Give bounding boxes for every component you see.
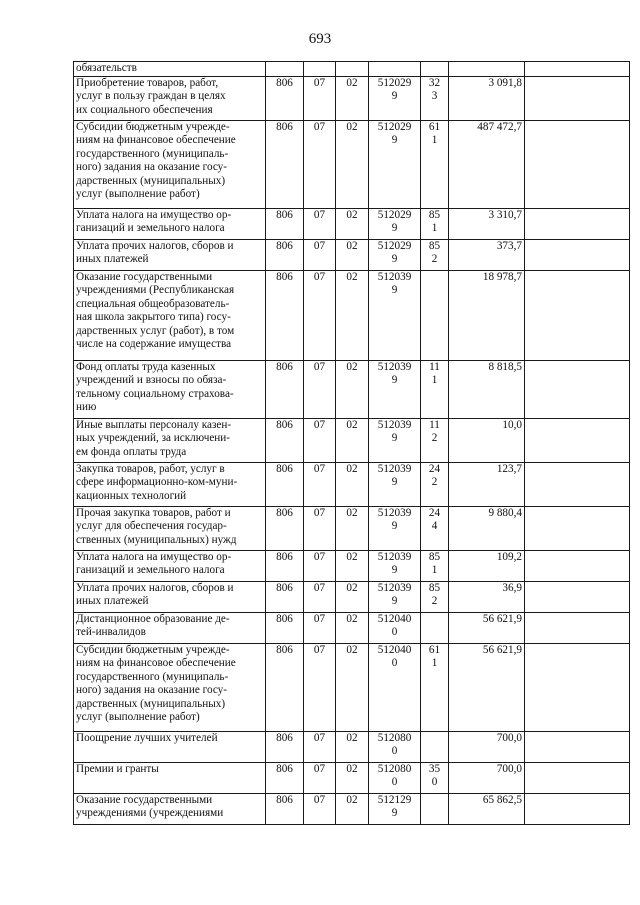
row-type: 85 1 [421, 550, 449, 581]
row-code: 806 [266, 120, 304, 208]
table-row [74, 360, 630, 418]
row-subsection: 02 [336, 612, 369, 643]
row-name: Оказание государственными учреждениями (Республиканская специальная общеобразователь- ная школа закрытого типа) госу- дарственных услуг (работ), в том числе на содержание имущества [74, 270, 266, 360]
row-code: 806 [266, 506, 304, 550]
row-amount [449, 62, 525, 77]
row-section: 07 [304, 76, 336, 120]
row-empty-cell [525, 270, 630, 360]
row-name: Премии и гранты [74, 762, 266, 793]
row-type [421, 62, 449, 77]
row-section: 07 [304, 793, 336, 824]
row-target: 512039 9 [369, 550, 421, 581]
row-type: 32 3 [421, 76, 449, 120]
row-name: Уплата прочих налогов, сборов и иных платежей [74, 239, 266, 270]
row-section [304, 62, 336, 77]
row-type: 61 1 [421, 120, 449, 208]
row-target: 512039 9 [369, 506, 421, 550]
row-empty-cell [525, 76, 630, 120]
row-empty-cell [525, 643, 630, 731]
row-type: 85 2 [421, 239, 449, 270]
table-row [74, 506, 630, 550]
budget-table-body [74, 62, 630, 825]
row-section: 07 [304, 239, 336, 270]
row-name: Уплата налога на имущество ор- ганизаций и земельного налога [74, 208, 266, 239]
row-subsection: 02 [336, 120, 369, 208]
table-row [74, 581, 630, 612]
table-row [74, 418, 630, 462]
row-subsection: 02 [336, 643, 369, 731]
page-number: 693 [308, 31, 332, 47]
row-empty-cell [525, 239, 630, 270]
table-row [74, 120, 630, 208]
row-subsection [336, 62, 369, 77]
row-section: 07 [304, 208, 336, 239]
row-subsection: 02 [336, 793, 369, 824]
row-section: 07 [304, 581, 336, 612]
row-subsection: 02 [336, 270, 369, 360]
row-name: Фонд оплаты труда казенных учреждений и взносы по обяза- тельному социальному страхова- нию [74, 360, 266, 418]
row-code: 806 [266, 793, 304, 824]
row-code: 806 [266, 762, 304, 793]
row-code: 806 [266, 731, 304, 762]
row-name: Прочая закупка товаров, работ и услуг для обеспечения государ- ственных (муниципальных) нужд [74, 506, 266, 550]
row-name: обязательств [74, 62, 266, 77]
row-subsection: 02 [336, 581, 369, 612]
row-subsection: 02 [336, 360, 369, 418]
row-section: 07 [304, 643, 336, 731]
row-amount: 36,9 [449, 581, 525, 612]
row-subsection: 02 [336, 550, 369, 581]
row-amount: 65 862,5 [449, 793, 525, 824]
row-empty-cell [525, 506, 630, 550]
row-target: 512129 9 [369, 793, 421, 824]
row-code: 806 [266, 418, 304, 462]
row-code: 806 [266, 462, 304, 506]
row-empty-cell [525, 360, 630, 418]
row-amount: 700,0 [449, 731, 525, 762]
row-type [421, 270, 449, 360]
row-type: 35 0 [421, 762, 449, 793]
row-amount: 18 978,7 [449, 270, 525, 360]
table-row [74, 462, 630, 506]
row-subsection: 02 [336, 506, 369, 550]
budget-table [73, 61, 630, 825]
row-name: Закупка товаров, работ, услуг в сфере информационно-ком-муни- кационных технологий [74, 462, 266, 506]
row-subsection: 02 [336, 762, 369, 793]
row-amount: 3 310,7 [449, 208, 525, 239]
row-target: 512080 0 [369, 731, 421, 762]
row-type [421, 793, 449, 824]
row-target: 512040 0 [369, 643, 421, 731]
row-empty-cell [525, 550, 630, 581]
row-target: 512029 9 [369, 120, 421, 208]
row-type: 61 1 [421, 643, 449, 731]
row-code: 806 [266, 581, 304, 612]
row-name: Поощрение лучших учителей [74, 731, 266, 762]
row-target: 512029 9 [369, 239, 421, 270]
row-type: 24 4 [421, 506, 449, 550]
row-section: 07 [304, 270, 336, 360]
row-name: Приобретение товаров, работ, услуг в пользу граждан в целях их социального обеспечения [74, 76, 266, 120]
row-section: 07 [304, 731, 336, 762]
row-target: 512039 9 [369, 462, 421, 506]
row-subsection: 02 [336, 208, 369, 239]
row-section: 07 [304, 360, 336, 418]
row-type: 24 2 [421, 462, 449, 506]
row-name: Уплата прочих налогов, сборов и иных платежей [74, 581, 266, 612]
row-empty-cell [525, 208, 630, 239]
table-row [74, 793, 630, 824]
row-target: 512039 9 [369, 360, 421, 418]
table-row [74, 62, 630, 77]
row-amount: 8 818,5 [449, 360, 525, 418]
table-row [74, 76, 630, 120]
table-row [74, 239, 630, 270]
table-row [74, 731, 630, 762]
row-type: 85 2 [421, 581, 449, 612]
row-amount: 10,0 [449, 418, 525, 462]
row-empty-cell [525, 581, 630, 612]
row-amount: 56 621,9 [449, 643, 525, 731]
row-amount: 373,7 [449, 239, 525, 270]
row-code: 806 [266, 360, 304, 418]
row-empty-cell [525, 120, 630, 208]
row-subsection: 02 [336, 462, 369, 506]
row-type: 11 1 [421, 360, 449, 418]
row-code: 806 [266, 550, 304, 581]
row-empty-cell [525, 462, 630, 506]
row-type: 85 1 [421, 208, 449, 239]
row-section: 07 [304, 762, 336, 793]
row-empty-cell [525, 731, 630, 762]
row-amount: 700,0 [449, 762, 525, 793]
row-target: 512080 0 [369, 762, 421, 793]
row-amount: 9 880,4 [449, 506, 525, 550]
row-empty-cell [525, 793, 630, 824]
row-name: Субсидии бюджетным учрежде- ниям на финансовое обеспечение государственного (муниципаль- ного) задания на оказание госу- дарственных (муниципальных) услуг (выполнение работ) [74, 643, 266, 731]
row-amount: 56 621,9 [449, 612, 525, 643]
row-type [421, 731, 449, 762]
row-code: 806 [266, 612, 304, 643]
row-code: 806 [266, 239, 304, 270]
row-section: 07 [304, 120, 336, 208]
row-section: 07 [304, 462, 336, 506]
row-code: 806 [266, 76, 304, 120]
row-name: Оказание государственными учреждениями (учреждениями [74, 793, 266, 824]
row-code: 806 [266, 208, 304, 239]
row-amount: 487 472,7 [449, 120, 525, 208]
row-section: 07 [304, 418, 336, 462]
row-target: 512039 9 [369, 418, 421, 462]
row-target: 512029 9 [369, 208, 421, 239]
row-section: 07 [304, 506, 336, 550]
row-subsection: 02 [336, 76, 369, 120]
row-empty-cell [525, 762, 630, 793]
row-target: 512029 9 [369, 76, 421, 120]
row-name: Субсидии бюджетным учрежде- ниям на финансовое обеспечение государственного (муниципаль- ного) задания на оказание госу- дарственных (муниципальных) услуг (выполнение работ) [74, 120, 266, 208]
row-subsection: 02 [336, 239, 369, 270]
row-name: Уплата налога на имущество ор- ганизаций и земельного налога [74, 550, 266, 581]
row-type: 11 2 [421, 418, 449, 462]
row-target: 512040 0 [369, 612, 421, 643]
row-section: 07 [304, 550, 336, 581]
row-target: 512039 9 [369, 581, 421, 612]
row-target: 512039 9 [369, 270, 421, 360]
table-row [74, 270, 630, 360]
row-code: 806 [266, 643, 304, 731]
row-code: 806 [266, 270, 304, 360]
row-amount: 123,7 [449, 462, 525, 506]
table-row [74, 762, 630, 793]
table-row [74, 612, 630, 643]
row-amount: 3 091,8 [449, 76, 525, 120]
row-empty-cell [525, 418, 630, 462]
table-row [74, 208, 630, 239]
row-empty-cell [525, 62, 630, 77]
row-target [369, 62, 421, 77]
row-empty-cell [525, 612, 630, 643]
row-amount: 109,2 [449, 550, 525, 581]
row-type [421, 612, 449, 643]
row-subsection: 02 [336, 418, 369, 462]
row-code [266, 62, 304, 77]
table-row [74, 643, 630, 731]
row-subsection: 02 [336, 731, 369, 762]
table-row [74, 550, 630, 581]
row-name: Дистанционное образование де- тей-инвалидов [74, 612, 266, 643]
row-name: Иные выплаты персоналу казен- ных учреждений, за исключени- ем фонда оплаты труда [74, 418, 266, 462]
row-section: 07 [304, 612, 336, 643]
